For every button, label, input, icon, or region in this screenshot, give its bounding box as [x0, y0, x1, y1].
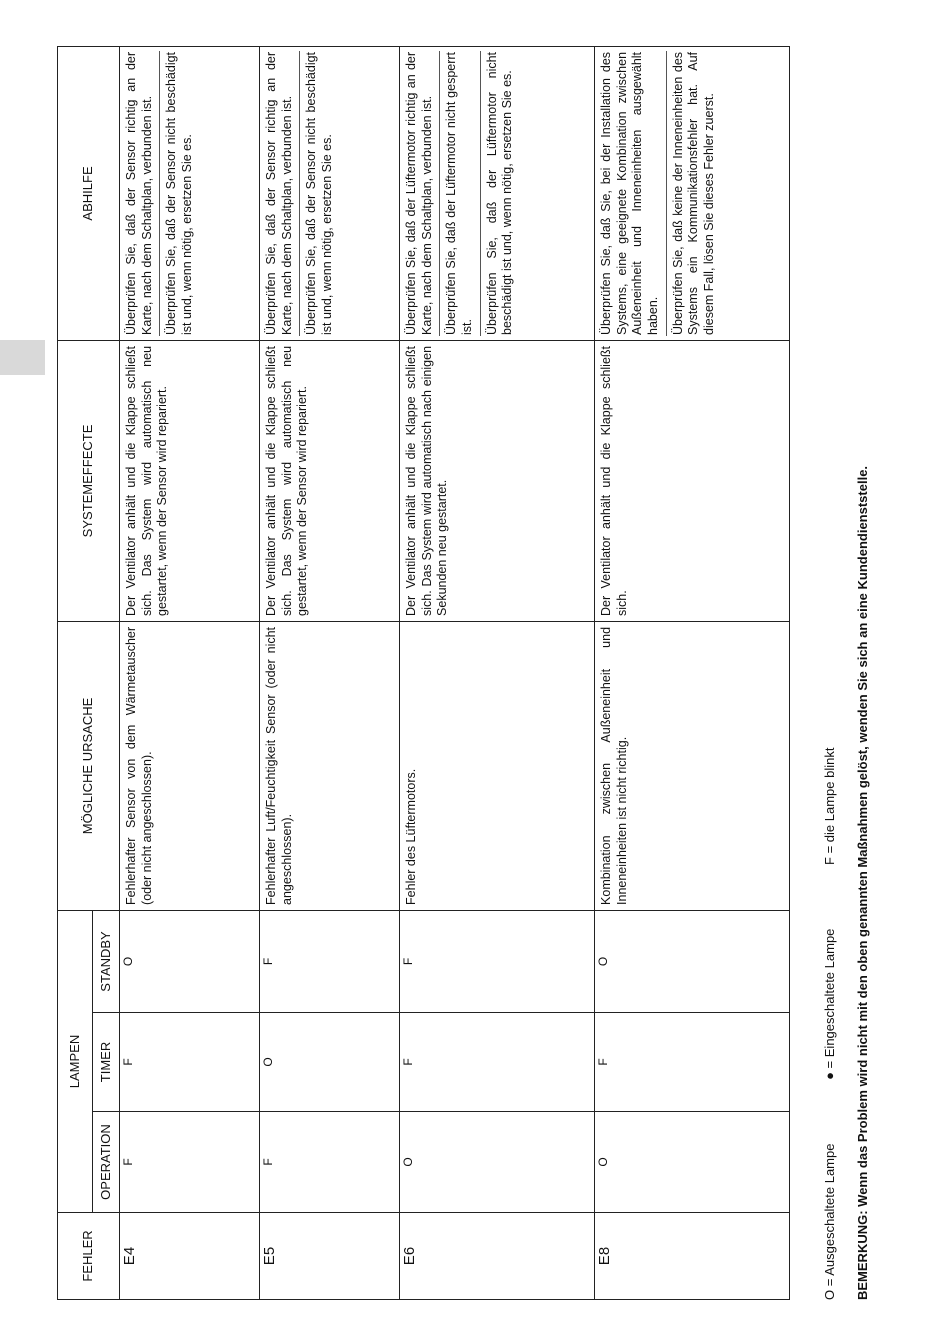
remedy-cell	[120, 46, 260, 340]
lamp-standby: O	[120, 910, 260, 1012]
remedy-text: Überprüfen Sie, daß der Sensor richtig an der Karte, nach dem Schaltplan, verbunden ist.	[124, 51, 154, 335]
lamp-timer: F	[120, 1013, 260, 1112]
cause-text: Fehlerhafter Luft/Feuchtigkeit Sensor (oder nicht angeschlossen).	[260, 621, 400, 910]
lamp-standby: O	[595, 910, 790, 1012]
header-operation: OPERATION	[93, 1112, 120, 1213]
cause-text: Kombination zwischen Außeneinheit und Inneneinheiten ist nicht richtig.	[595, 621, 790, 910]
cause-text: Fehler des Lüftermotors.	[400, 621, 595, 910]
effect-text: Der Ventilator anhält und die Klappe schließt sich.	[595, 340, 790, 621]
table-row-e5	[260, 46, 400, 1299]
legend-off: O = Ausgeschaltete Lampe	[822, 1143, 837, 1300]
lamp-standby: F	[260, 910, 400, 1012]
legend-blink: F = die Lampe blinkt	[822, 747, 837, 865]
error-code-table	[57, 46, 790, 1300]
remedy-text: Überprüfen Sie, daß der Sensor richtig an der Karte, nach dem Schaltplan, verbunden ist.	[264, 51, 294, 335]
remedy-text: Überprüfen Sie, daß der Lüftermotor nicht beschädigt ist und, wenn nötig, ersetzen Sie es.	[480, 51, 520, 336]
header-ursache: MÖGLICHE URSACHE	[58, 621, 120, 910]
table-row-e4	[120, 46, 260, 1299]
legend-on: ● = Eingeschaltete Lampe	[822, 928, 837, 1080]
header-lampen: LAMPEN	[58, 910, 93, 1212]
remedy-text: Überprüfen Sie, daß keine der Inneneinheiten des Systems ein Kommunikationsfehler hat. Auf diesem Fall, lösen Sie dieses Fehler zuerst.	[666, 51, 722, 336]
table-row-e8	[595, 46, 790, 1299]
remedy-cell	[595, 46, 790, 340]
lamp-timer: F	[400, 1013, 595, 1112]
lamp-legend	[822, 688, 837, 1300]
lamp-timer: O	[260, 1013, 400, 1112]
lamp-standby: F	[400, 910, 595, 1012]
table-row-e6	[400, 46, 595, 1299]
error-code: E6	[400, 1213, 595, 1300]
remedy-text: Überprüfen Sie, daß der Sensor nicht beschädigt ist und, wenn nötig, ersetzen Sie es.	[299, 51, 339, 336]
effect-text: Der Ventilator anhält und die Klappe schließt sich. Das System wird automatisch neu gestartet, wenn der Sensor wird repariert.	[120, 340, 260, 621]
error-code: E8	[595, 1213, 790, 1300]
lamp-operation: O	[400, 1112, 595, 1213]
remedy-text: Überprüfen Sie, daß Sie, bei der Installation des Systems, eine geeignete Kombination zwischen Außeneinheit und Inneneinheiten ausgewählt haben.	[599, 51, 660, 335]
header-effekte: SYSTEMEFFECTE	[58, 340, 120, 621]
lamp-operation: F	[260, 1112, 400, 1213]
remedy-text: Überprüfen Sie, daß der Lüftermotor nicht gesperrt ist.	[439, 51, 479, 336]
effect-text: Der Ventilator anhält und die Klappe schließt sich. Das System wird automatisch neu gestartet, wenn der Sensor wird repariert.	[260, 340, 400, 621]
remedy-cell	[400, 46, 595, 340]
header-standby: STANDBY	[93, 910, 120, 1012]
header-abhilfe: ABHILFE	[58, 46, 120, 340]
effect-text: Der Ventilator anhält und die Klappe schließt sich. Das System wird automatisch nach einigen Sekunden neu gestartet.	[400, 340, 595, 621]
header-timer: TIMER	[93, 1013, 120, 1112]
cause-text: Fehlerhafter Sensor von dem Wärmetauscher (oder nicht angeschlossen).	[120, 621, 260, 910]
lamp-operation: F	[120, 1112, 260, 1213]
header-fehler: FEHLER	[58, 1213, 120, 1300]
lamp-operation: O	[595, 1112, 790, 1213]
error-code: E4	[120, 1213, 260, 1300]
lamp-timer: F	[595, 1013, 790, 1112]
remedy-text: Überprüfen Sie, daß der Sensor nicht beschädigt ist und, wenn nötig, ersetzen Sie es.	[159, 51, 199, 336]
remedy-text: Überprüfen Sie, daß der Lüftermotor richtig an der Karte, nach dem Schaltplan, verbunden ist.	[404, 51, 434, 335]
error-code: E5	[260, 1213, 400, 1300]
service-note: BEMERKUNG: Wenn das Problem wird nicht mit den oben genannten Maßnahmen gelöst, wenden Sie sich an eine Kundendienststelle.	[855, 465, 870, 1300]
remedy-cell	[260, 46, 400, 340]
